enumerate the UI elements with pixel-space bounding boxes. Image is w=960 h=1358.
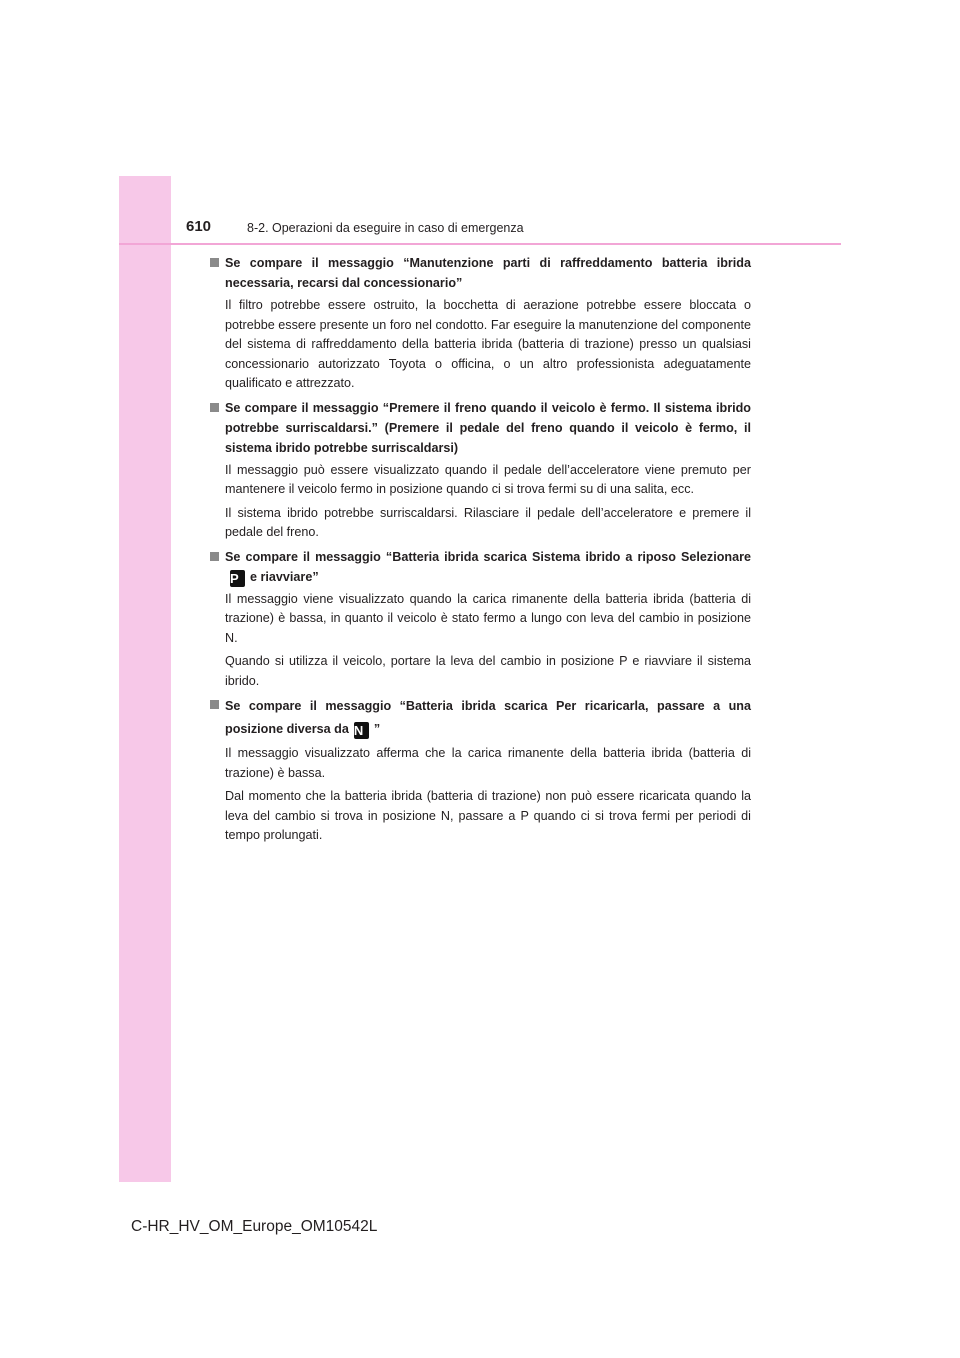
message-heading: Se compare il messaggio “Premere il freno quando il veicolo è fermo. Il sistema ibrido potrebbe surriscaldarsi.” (Premere il pedale del freno quando il veicolo è fermo, il sistema ibrido potrebbe surriscaldarsi): [209, 398, 751, 458]
square-bullet-icon: [210, 403, 219, 412]
header-rule: [119, 243, 841, 245]
content-body: [209, 253, 751, 850]
message-item: [209, 547, 751, 692]
paragraph: Quando si utilizza il veicolo, portare la leva del cambio in posizione P e riavviare il sistema ibrido.: [225, 654, 751, 688]
message-item: [209, 253, 751, 394]
paragraph: Il messaggio viene visualizzato quando la carica rimanente della batteria ibrida (batteria di trazione) è bassa, in quanto il veicolo è stato fermo a lungo con leva del cambio in posizione N.: [225, 591, 751, 645]
gear-p-icon: P: [230, 570, 245, 587]
paragraph: Dal momento che la batteria ibrida (batteria di trazione) non può essere ricaricata quando la leva del cambio si trova in posizione N, passare a P quando ci si trova fermi per periodi di tempo prolungati.: [225, 789, 751, 842]
message-item: [209, 398, 751, 543]
message-heading: Se compare il messaggio “Manutenzione parti di raffreddamento batteria ibrida necessaria, recarsi dal concessionario”: [209, 253, 751, 293]
paragraph: Il messaggio può essere visualizzato quando il pedale dell’acceleratore viene premuto per mantenere il veicolo fermo in posizione quando ci si trova fermi su di una salita, ecc.: [225, 462, 751, 496]
message-heading: Se compare il messaggio “Batteria ibrida scarica Per ricaricarla, passare a una posizione diversa da N ”: [209, 695, 751, 741]
document-code: C-HR_HV_OM_Europe_OM10542L: [131, 1218, 378, 1235]
square-bullet-icon: [210, 552, 219, 561]
gear-n-icon: N: [354, 722, 369, 739]
side-tab-band: [119, 176, 171, 1182]
paragraph: Il sistema ibrido potrebbe surriscaldarsi. Rilasciare il pedale dell’acceleratore e premere il pedale del freno.: [225, 505, 751, 539]
page-number: 610: [186, 218, 212, 235]
section-title: 8-2. Operazioni da eseguire in caso di emergenza: [247, 221, 524, 235]
paragraph: Il filtro potrebbe essere ostruito, la bocchetta di aerazione potrebbe essere bloccata o potrebbe essere presente un foro nel condotto. Far eseguire la manutenzione del componente del sistema di raffreddamento della batteria ibrida (batteria di trazione) presso un qualsiasi concessionario autorizzato Toyota o officina, o un altro professionista adeguatamente qualificato e attrezzato.: [225, 298, 751, 390]
square-bullet-icon: [210, 258, 219, 267]
paragraph: Il messaggio visualizzato afferma che la carica rimanente della batteria ibrida (batteria di trazione) è bassa.: [225, 746, 751, 780]
square-bullet-icon: [210, 700, 219, 709]
message-heading: Se compare il messaggio “Batteria ibrida scarica Sistema ibrido a riposo SelezionareP e riavviare”: [209, 547, 751, 587]
message-item: [209, 695, 751, 846]
